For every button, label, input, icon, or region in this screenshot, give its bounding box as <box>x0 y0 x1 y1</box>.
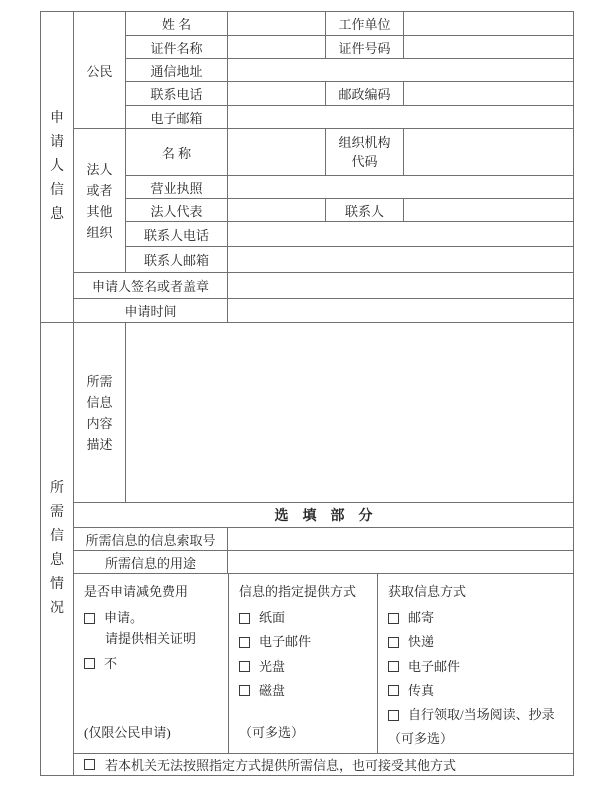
delivery-option-cd[interactable]: 光盘 <box>239 660 285 674</box>
fee-apply-note: 请提供相关证明 <box>105 631 197 647</box>
application-form-table <box>40 11 574 776</box>
fee-waiver-column <box>74 574 228 753</box>
id-name-value-cell[interactable] <box>228 36 326 59</box>
checkbox-icon[interactable] <box>84 658 95 669</box>
delivery-method-title: 信息的指定提供方式 <box>239 584 357 599</box>
obtain-option-mail[interactable]: 邮寄 <box>388 611 434 625</box>
checkbox-icon[interactable] <box>239 637 250 648</box>
fallback-method-row <box>74 754 574 776</box>
contact-email-value-cell[interactable] <box>228 247 574 273</box>
org-code-label: 组织机构 代码 <box>326 129 404 176</box>
phone-value-cell[interactable] <box>228 82 326 106</box>
fallback-method-option[interactable] <box>74 755 573 774</box>
required-info-section-label: 所 需 信 息 情 况 <box>41 323 74 776</box>
fee-waiver-title: 是否申请减免费用 <box>84 584 189 599</box>
email-value-cell[interactable] <box>228 106 574 129</box>
purpose-value-cell[interactable] <box>228 551 574 574</box>
work-unit-value-cell[interactable] <box>404 12 574 36</box>
id-name-label: 证件名称 <box>126 36 228 59</box>
name-value-cell[interactable] <box>228 12 326 36</box>
license-label: 营业执照 <box>126 176 228 199</box>
obtain-method-column <box>378 574 573 753</box>
name-label: 姓 名 <box>126 12 228 36</box>
checkbox-icon[interactable] <box>84 613 95 624</box>
id-number-value-cell[interactable] <box>404 36 574 59</box>
obtain-option-pickup[interactable]: 自行领取/当场阅读、抄录 <box>388 708 555 722</box>
email-label: 电子邮箱 <box>126 106 228 129</box>
fee-decline-option[interactable] <box>84 657 117 671</box>
index-number-value-cell[interactable] <box>228 528 574 551</box>
org-code-value-cell[interactable] <box>404 129 574 176</box>
legal-rep-value-cell[interactable] <box>228 199 326 222</box>
applicant-section-label: 申 请 人 信 息 <box>41 12 74 323</box>
obtain-option-express[interactable]: 快递 <box>388 635 434 649</box>
org-name-value-cell[interactable] <box>228 129 326 176</box>
checkbox-icon[interactable] <box>239 661 250 672</box>
description-label: 所需 信息 内容 描述 <box>74 323 126 503</box>
checkbox-icon[interactable] <box>239 685 250 696</box>
purpose-label: 所需信息的用途 <box>74 551 228 574</box>
contact-phone-value-cell[interactable] <box>228 222 574 247</box>
delivery-option-disk[interactable]: 磁盘 <box>239 684 285 698</box>
legal-rep-label: 法人代表 <box>126 199 228 222</box>
fee-apply-option[interactable] <box>84 611 143 625</box>
org-name-label: 名 称 <box>126 129 228 176</box>
checkbox-icon[interactable] <box>388 637 399 648</box>
fallback-method-label: 若本机关无法按照指定方式提供所需信息，也可接受其他方式 <box>105 758 457 773</box>
checkbox-icon[interactable] <box>388 613 399 624</box>
citizen-group-label: 公民 <box>74 12 126 129</box>
postcode-value-cell[interactable] <box>404 82 574 106</box>
description-value-cell[interactable] <box>126 323 574 503</box>
delivery-method-column <box>228 574 378 753</box>
signature-label: 申请人签名或者盖章 <box>74 273 228 299</box>
delivery-option-email[interactable]: 电子邮件 <box>239 635 311 649</box>
apply-time-value-cell[interactable] <box>228 299 574 323</box>
contact-phone-label: 联系人电话 <box>126 222 228 247</box>
license-value-cell[interactable] <box>228 176 574 199</box>
checkbox-icon[interactable] <box>388 685 399 696</box>
checkbox-icon[interactable] <box>388 661 399 672</box>
address-label: 通信地址 <box>126 59 228 82</box>
fee-apply-label: 申请。 <box>104 609 144 625</box>
checkbox-icon[interactable] <box>239 613 250 624</box>
work-unit-label: 工作单位 <box>326 12 404 36</box>
obtain-method-footnote: （可多选） <box>388 731 454 747</box>
contact-value-cell[interactable] <box>404 199 574 222</box>
obtain-option-email[interactable]: 电子邮件 <box>388 660 460 674</box>
address-value-cell[interactable] <box>228 59 574 82</box>
index-number-label: 所需信息的信息索取号 <box>74 528 228 551</box>
optional-section-header: 选填部分 <box>74 503 574 528</box>
fee-waiver-footnote: (仅限公民申请) <box>84 724 171 740</box>
contact-label: 联系人 <box>326 199 404 222</box>
checkbox-icon[interactable] <box>388 710 399 721</box>
obtain-method-title: 获取信息方式 <box>388 584 467 599</box>
checkbox-icon[interactable] <box>84 759 95 770</box>
id-number-label: 证件号码 <box>326 36 404 59</box>
delivery-method-footnote: （可多选） <box>239 724 305 740</box>
choices-area <box>74 574 574 754</box>
legal-entity-group-label: 法人 或者 其他 组织 <box>74 129 126 273</box>
phone-label: 联系电话 <box>126 82 228 106</box>
obtain-option-fax[interactable]: 传真 <box>388 684 434 698</box>
fee-decline-label: 不 <box>104 655 118 671</box>
delivery-option-paper[interactable]: 纸面 <box>239 611 285 625</box>
apply-time-label: 申请时间 <box>74 299 228 323</box>
postcode-label: 邮政编码 <box>326 82 404 106</box>
contact-email-label: 联系人邮箱 <box>126 247 228 273</box>
signature-value-cell[interactable] <box>228 273 574 299</box>
